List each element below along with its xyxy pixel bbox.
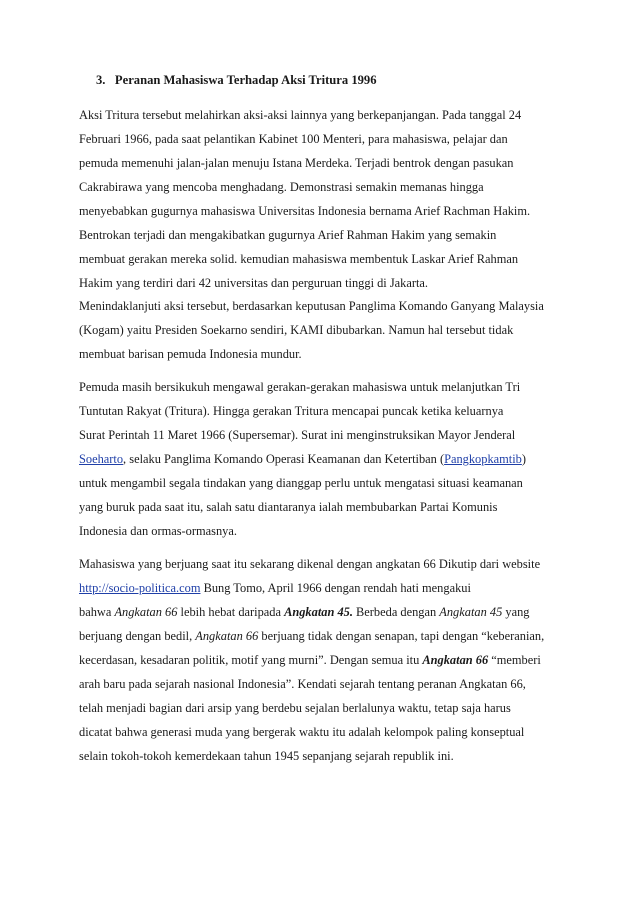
section-title: Peranan Mahasiswa Terhadap Aksi Tritura 1996 <box>114 73 377 87</box>
emphasis-text: Angkatan 66 <box>114 605 178 619</box>
paragraph-line: Menindaklanjuti aksi tersebut, berdasarkan keputusan Panglima Komando Ganyang Malaysia <box>79 299 544 313</box>
paragraph-text: berjuang dengan bedil, <box>79 629 196 643</box>
paragraph-text: ) <box>521 452 526 466</box>
emphasis-text: Angkatan 66 <box>195 629 259 643</box>
paragraph-text: yang <box>502 605 530 619</box>
paragraph-line <box>79 652 541 668</box>
emphasis-text: Angkatan 45. <box>284 605 353 619</box>
paragraph-line: Indonesia dan ormas-ormasnya. <box>79 524 237 538</box>
paragraph-line <box>79 604 529 620</box>
paragraph-text: Berbeda dengan <box>352 605 440 619</box>
paragraph-line: Tuntutan Rakyat (Tritura). Hingga gerakan Tritura mencapai puncak ketika keluarnya <box>79 404 504 418</box>
paragraph-line <box>79 628 544 644</box>
paragraph-line: untuk mengambil segala tindakan yang dianggap perlu untuk mengatasi situasi keamanan <box>79 476 523 490</box>
paragraph-line: selain tokoh-tokoh kemerdekaan tahun 1945 sepanjang sejarah republik ini. <box>79 749 454 763</box>
paragraph-line: Aksi Tritura tersebut melahirkan aksi-aksi lainnya yang berkepanjangan. Pada tanggal 24 <box>79 108 522 122</box>
soeharto-link[interactable]: Soeharto <box>79 452 124 466</box>
paragraph-line: (Kogam) yaitu Presiden Soekarno sendiri, KAMI dibubarkan. Namun hal tersebut tidak <box>79 323 514 337</box>
paragraph-line: membuat gerakan mereka solid. kemudian mahasiswa membentuk Laskar Arief Rahman <box>79 252 519 266</box>
section-heading <box>96 73 377 88</box>
paragraph-line <box>79 580 471 596</box>
paragraph-line: membuat barisan pemuda Indonesia mundur. <box>79 347 302 361</box>
paragraph-line: yang buruk pada saat itu, salah satu diantaranya ialah membubarkan Partai Komunis <box>79 500 498 514</box>
paragraph-line <box>79 451 526 467</box>
paragraph-text: “memberi <box>488 653 541 667</box>
paragraph-text: kecerdasan, kesadaran politik, motif yang murni”. Dengan semua itu <box>79 653 423 667</box>
emphasis-text: Angkatan 45 <box>439 605 503 619</box>
paragraph-line: telah menjadi bagian dari arsip yang berdebu sejalan berlalunya waktu, tetap saja harus <box>79 701 511 715</box>
pangkopkamtib-link[interactable]: Pangkopkamtib <box>444 452 522 466</box>
paragraph-line: arah baru pada sejarah nasional Indonesia”. Kendati sejarah tentang peranan Angkatan 66, <box>79 677 526 691</box>
socio-politica-link[interactable]: http://socio-politica.com <box>79 581 201 595</box>
paragraph-line: pemuda memenuhi jalan-jalan menuju Istana Merdeka. Terjadi bentrok dengan pasukan <box>79 156 514 170</box>
paragraph-line: Cakrabirawa yang mencoba menghadang. Demonstrasi semakin memanas hingga <box>79 180 484 194</box>
paragraph-text: , selaku Panglima Komando Operasi Keamanan dan Ketertiban ( <box>123 452 445 466</box>
paragraph-line: Pemuda masih bersikukuh mengawal gerakan-gerakan mahasiswa untuk melanjutkan Tri <box>79 380 521 394</box>
paragraph-line: Hakim yang terdiri dari 42 universitas dan perguruan tinggi di Jakarta. <box>79 276 429 290</box>
paragraph-text: bahwa <box>79 605 115 619</box>
paragraph-text: berjuang tidak dengan senapan, tapi dengan “keberanian, <box>258 629 545 643</box>
paragraph-line: Februari 1966, pada saat pelantikan Kabinet 100 Menteri, para mahasiswa, pelajar dan <box>79 132 508 146</box>
paragraph-text: lebih hebat daripada <box>177 605 285 619</box>
emphasis-text: Angkatan 66 <box>422 653 489 667</box>
paragraph-line: dicatat bahwa generasi muda yang bergerak waktu itu adalah kelompok paling konseptual <box>79 725 525 739</box>
section-number: 3. <box>96 73 106 87</box>
paragraph-line: Bentrokan terjadi dan mengakibatkan gugurnya Arief Rahman Hakim yang semakin <box>79 228 497 242</box>
paragraph-line: Surat Perintah 11 Maret 1966 (Supersemar). Surat ini menginstruksikan Mayor Jenderal <box>79 428 516 442</box>
paragraph-line: menyebabkan gugurnya mahasiswa Universitas Indonesia bernama Arief Rachman Hakim. <box>79 204 531 218</box>
paragraph-text: Bung Tomo, April 1966 dengan rendah hati mengakui <box>200 581 471 595</box>
paragraph-line: Mahasiswa yang berjuang saat itu sekarang dikenal dengan angkatan 66 Dikutip dari website <box>79 557 541 571</box>
